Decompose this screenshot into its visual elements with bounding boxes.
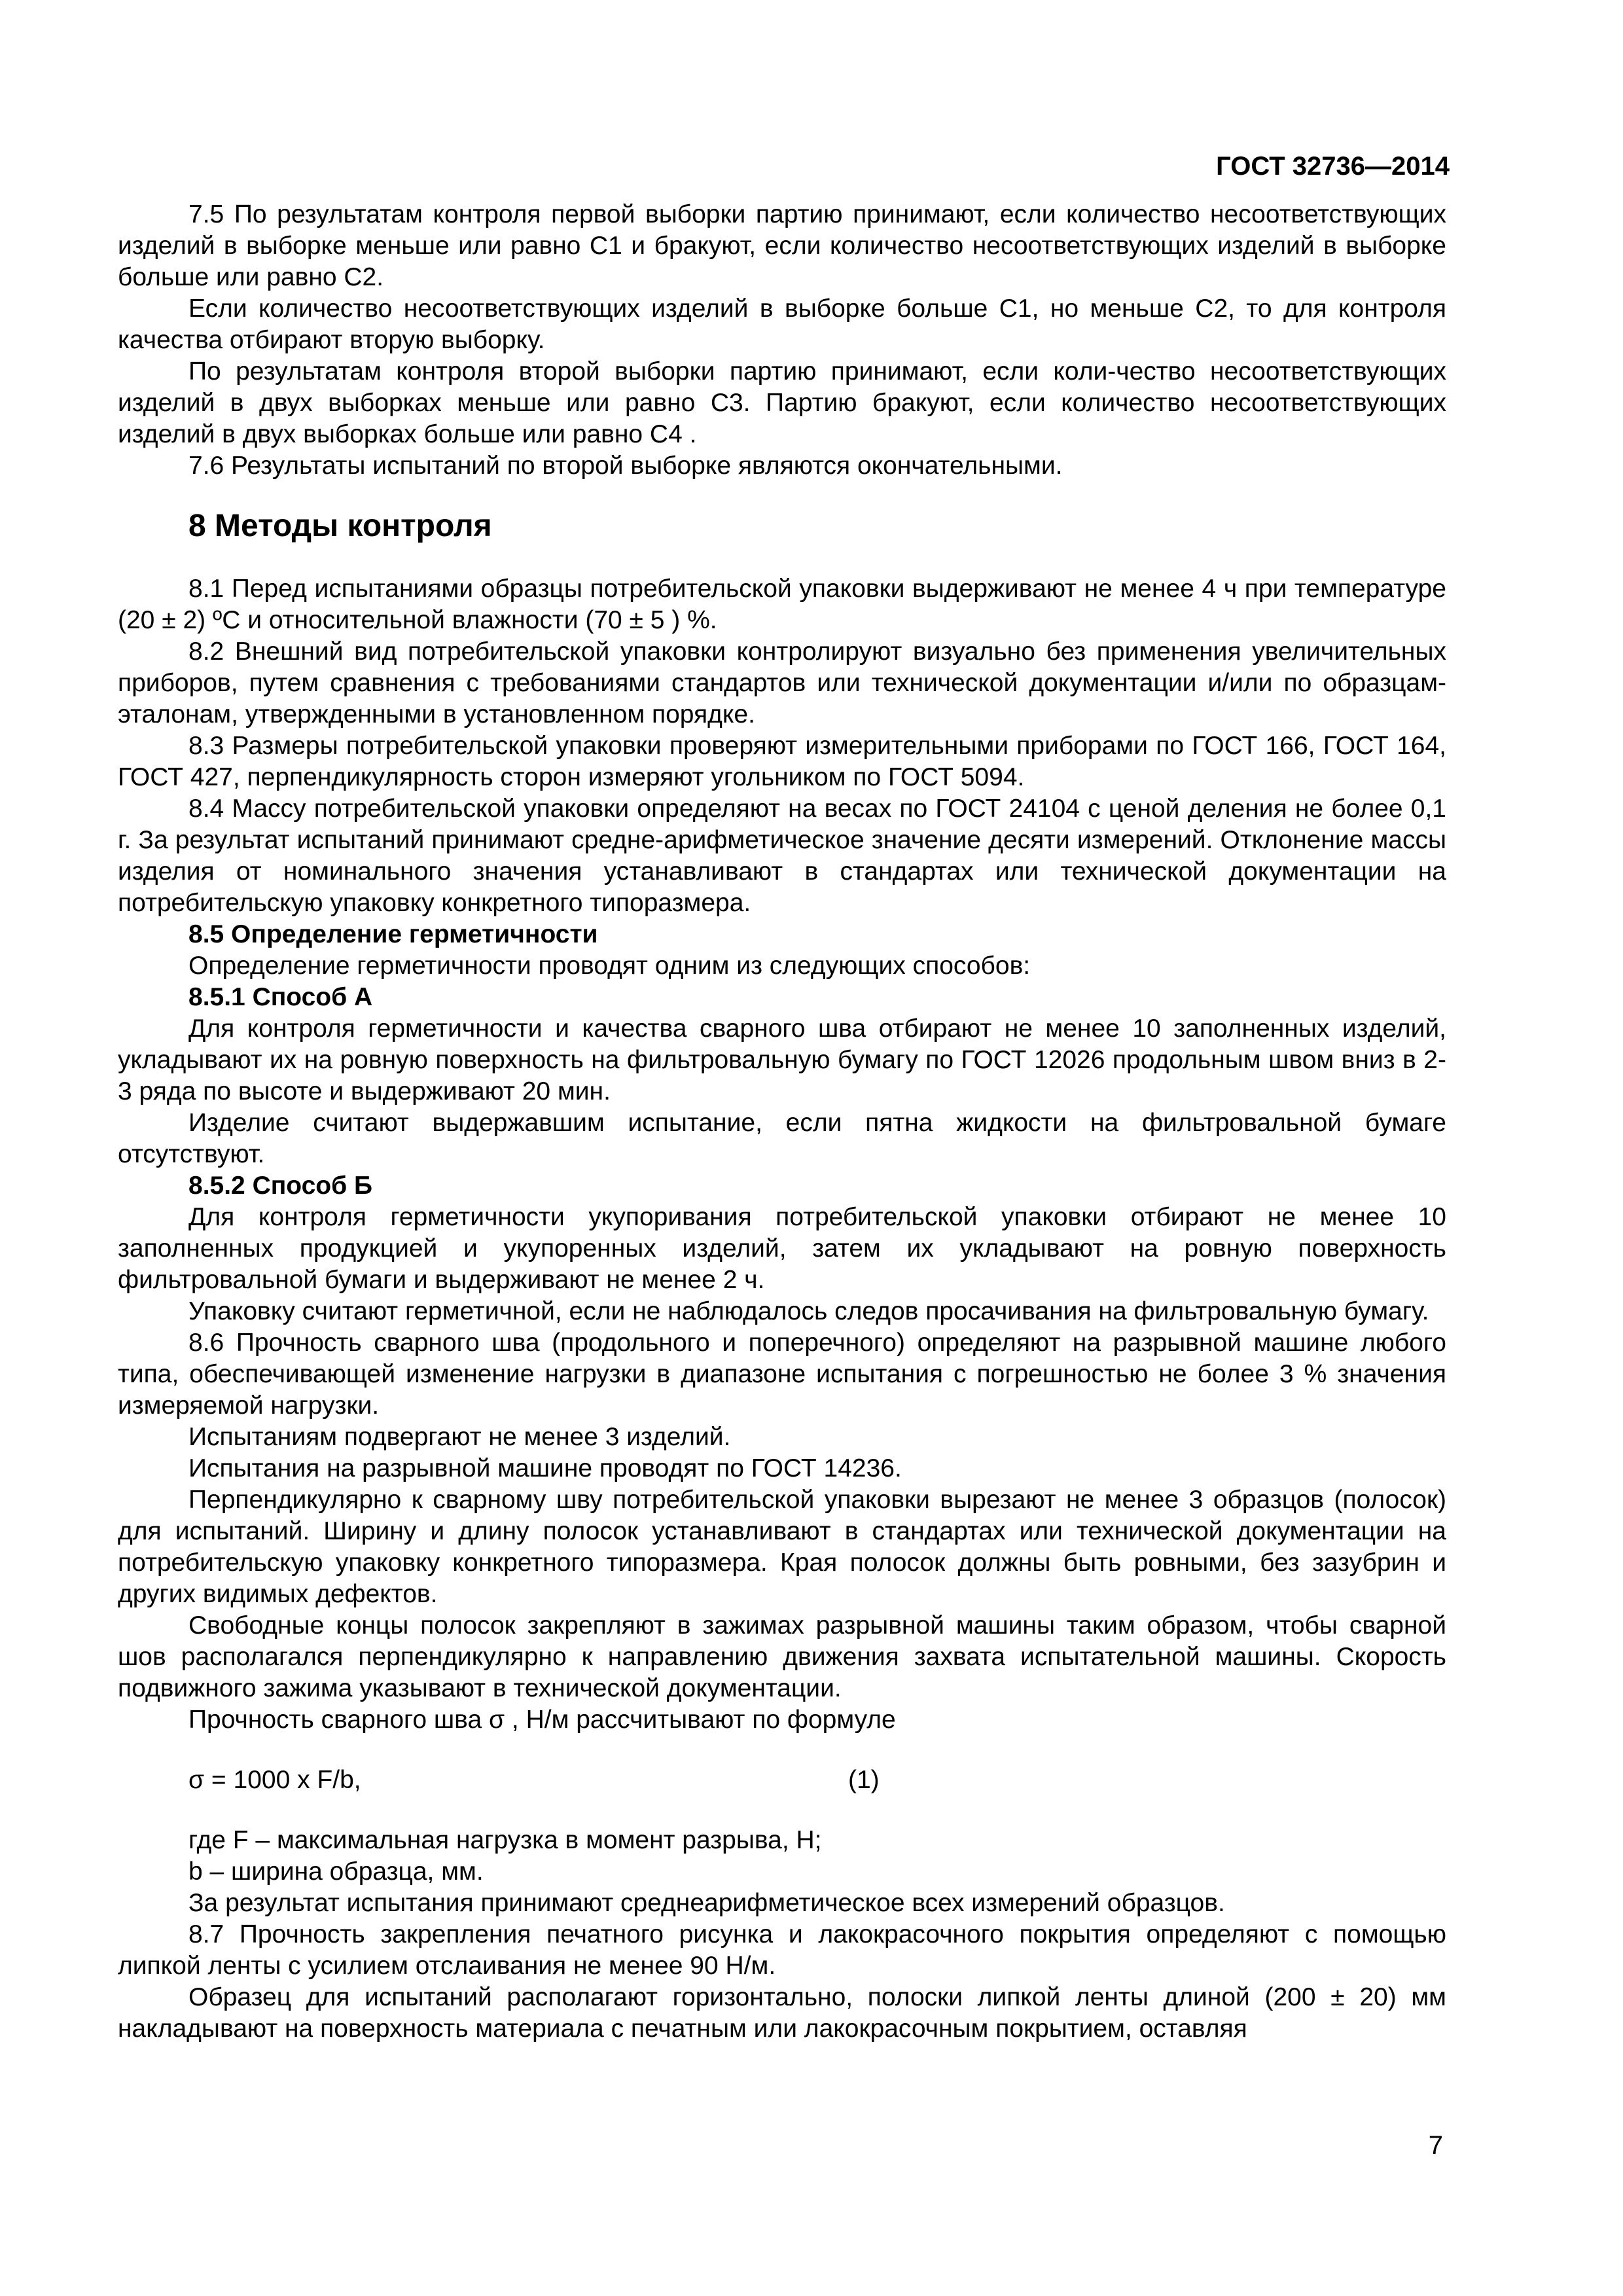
subsection-title: 8.5.1 Способ А — [188, 983, 373, 1011]
formula-legend: b – ширина образца, мм. — [188, 1857, 484, 1886]
paragraph: Если количество несоответствующих изделий в выборке больше С1, но меньше С2, то для контроля качества отбирают вторую выборку. — [118, 295, 1446, 354]
paragraph: 7.5 По результатам контроля первой выборки партию принимают, если количество несоответствующих изделий в выборке меньше или равно С1 и бракуют, если количество несоответствующих изделий в выборке больше или равно С2. — [118, 200, 1446, 291]
formula-expression: σ = 1000 х F/b, — [188, 1766, 361, 1794]
paragraph: 8.7 Прочность закрепления печатного рисунка и лакокрасочного покрытия определяют с помощью липкой ленты с усилием отслаивания не менее 90 Н/м. — [118, 1920, 1446, 1980]
paragraph: По результатам контроля второй выборки партию принимают, если коли-чество несоответствующих изделий в двух выборках меньше или равно С3. Партию бракуют, если количество несоответствующих изделий в двух выборках больше или равно С4 . — [118, 357, 1446, 448]
paragraph: Свободные концы полосок закрепляют в зажимах разрывной машины таким образом, чтобы сварной шов располагался перпендикулярно к направлению движения захвата испытательной машины. Скорость подвижного зажима указывают в технической документации. — [118, 1611, 1446, 1702]
page-body — [118, 199, 1446, 2045]
paragraph: 7.6 Результаты испытаний по второй выборке являются окончательными. — [188, 452, 1063, 480]
subsection-title: 8.5 Определение герметичности — [188, 920, 598, 948]
paragraph: 8.6 Прочность сварного шва (продольного и поперечного) определяют на разрывной машине любого типа, обеспечивающей изменение нагрузки в диапазоне испытания с погрешностью не более 3 % значения измеряемой нагрузки. — [118, 1329, 1446, 1420]
paragraph: Для контроля герметичности укупоривания потребительской упаковки отбирают не менее 10 заполненных продукцией и укупоренных изделий, затем их укладывают на ровную поверхность фильтровальной бумаги и выдерживают не менее 2 ч. — [118, 1203, 1446, 1294]
formula-legend: где F – максимальная нагрузка в момент разрыва, Н; — [188, 1826, 822, 1854]
paragraph: Испытаниям подвергают не менее 3 изделий. — [188, 1423, 731, 1451]
document-number: ГОСТ 32736—2014 — [1216, 152, 1450, 181]
section-heading: 8 Методы контроля — [188, 509, 492, 543]
paragraph: 8.2 Внешний вид потребительской упаковки контролируют визуально без применения увеличительных приборов, путем сравнения с требованиями стандартов или технической документации и/или по образцам-эталонам, утвержденными в установленном порядке. — [118, 637, 1446, 728]
paragraph: Определение герметичности проводят одним из следующих способов: — [188, 952, 1031, 980]
paragraph: Образец для испытаний располагают горизонтально, полоски липкой ленты длиной (200 ± 20) мм накладывают на поверхность материала с печатным или лакокрасочным покрытием, оставляя — [118, 1983, 1446, 2043]
paragraph: 8.3 Размеры потребительской упаковки проверяют измерительными приборами по ГОСТ 166, ГОСТ 164, ГОСТ 427, перпендикулярность сторон измеряют угольником по ГОСТ 5094. — [118, 732, 1446, 791]
paragraph: 8.4 Массу потребительской упаковки определяют на весах по ГОСТ 24104 с ценой деления не более 0,1 г. За результат испытаний принимают средне-арифметическое значение десяти измерений. Отклонение массы изделия от номинального значения устанавливают в стандартах или технической документации на потребительскую упаковку конкретного типоразмера. — [118, 795, 1446, 917]
page-number: 7 — [1428, 2131, 1443, 2160]
paragraph: Испытания на разрывной машине проводят по ГОСТ 14236. — [188, 1454, 902, 1482]
formula-number: (1) — [848, 1766, 880, 1794]
paragraph: Упаковку считают герметичной, если не наблюдалось следов просачивания на фильтровальную бумагу. — [188, 1297, 1429, 1325]
paragraph: Для контроля герметичности и качества сварного шва отбирают не менее 10 заполненных изделий, укладывают их на ровную поверхность на фильтровальную бумагу по ГОСТ 12026 продольным швом вниз в 2-3 ряда по высоте и выдерживают 20 мин. — [118, 1014, 1446, 1105]
paragraph: За результат испытания принимают среднеарифметическое всех измерений образцов. — [188, 1889, 1225, 1917]
paragraph: Перпендикулярно к сварному шву потребительской упаковки вырезают не менее 3 образцов (полосок) для испытаний. Ширину и длину полосок устанавливают в стандартах или технической документации на потребительскую упаковку конкретного типоразмера. Края полосок должны быть ровными, без зазубрин и других видимых дефектов. — [118, 1486, 1446, 1608]
paragraph: 8.1 Перед испытаниями образцы потребительской упаковки выдерживают не менее 4 ч при температуре (20 ± 2) ºС и относительной влажности (70 ± 5 ) %. — [118, 575, 1446, 634]
paragraph: Изделие считают выдержавшим испытание, если пятна жидкости на фильтровальной бумаге отсутствуют. — [118, 1109, 1446, 1168]
formula — [188, 1765, 1446, 1796]
subsection-title: 8.5.2 Способ Б — [188, 1172, 373, 1200]
paragraph: Прочность сварного шва σ , Н/м рассчитывают по формуле — [188, 1706, 896, 1734]
